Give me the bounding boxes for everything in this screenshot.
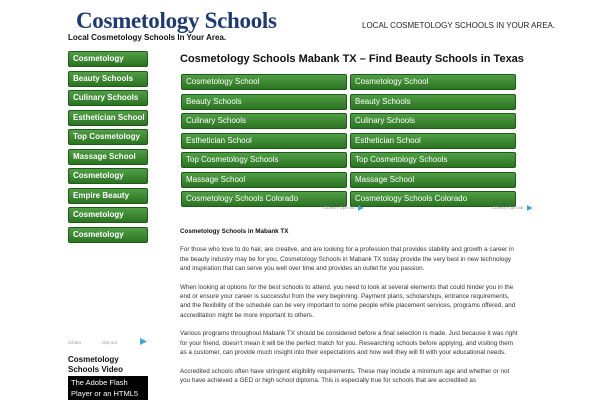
ad-opt-out-link[interactable]: Opt-out xyxy=(339,205,355,211)
ad-link-esthetician-school[interactable]: Esthetician School xyxy=(181,133,347,149)
header-slogan: LOCAL COSMETOLOGY SCHOOLS IN YOUR AREA. xyxy=(362,21,556,30)
sidebar-link-cosmetology-3[interactable]: Cosmetology xyxy=(68,207,148,223)
page-title: Cosmetology Schools Mabank TX – Find Beauty Schools in Texas xyxy=(180,53,524,65)
ad-column-right xyxy=(350,74,516,211)
article-heading: Cosmetology Schools in Mabank TX xyxy=(180,228,289,235)
ad-link-beauty-schools[interactable]: Beauty Schools xyxy=(181,94,347,110)
ad-link-cosmetology-school[interactable]: Cosmetology School xyxy=(350,74,516,90)
sidebar-link-esthetician-school[interactable]: Esthetician School xyxy=(68,110,148,126)
article-paragraph: For those who love to do hair, are creative, and are looking for a profession that provides stability and growth a career in the beauty industry may be for you. Cosmetology Schools in Mabank TX today provide the very best in new technology and inspiration that can serve you well over time and provides an outlet for you passion. xyxy=(180,246,514,272)
ad-link-top-cosmetology-schools[interactable]: Top Cosmetology Schools xyxy=(350,152,516,168)
article-body xyxy=(180,227,520,395)
ad-column-left xyxy=(181,74,347,211)
adchoices-icon[interactable] xyxy=(140,338,147,345)
sidebar-link-top-cosmetology[interactable]: Top Cosmetology xyxy=(68,129,148,145)
sidebar-link-culinary-schools[interactable]: Culinary Schools xyxy=(68,90,148,106)
sidebar-link-cosmetology-2[interactable]: Cosmetology xyxy=(68,168,148,184)
ad-link-cosmetology-schools-colorado[interactable]: Cosmetology Schools Colorado xyxy=(350,191,516,207)
sidebar-ad-links xyxy=(68,51,148,246)
ad-link-culinary-schools[interactable]: Culinary Schools xyxy=(350,113,516,129)
sidebar-link-cosmetology-4[interactable]: Cosmetology xyxy=(68,227,148,243)
ad-footer-left: Ciblea | Opt-out xyxy=(323,205,364,211)
video-section-title: Cosmetology Schools Video xyxy=(68,355,123,374)
video-player[interactable]: The Adobe Flash Player or an HTML5 supported xyxy=(68,376,148,400)
ad-link-cosmetology-schools-colorado[interactable]: Cosmetology Schools Colorado xyxy=(181,191,347,207)
ad-link-beauty-schools[interactable]: Beauty Schools xyxy=(350,94,516,110)
sidebar-link-beauty-schools[interactable]: Beauty Schools xyxy=(68,71,148,87)
ad-choices-label[interactable]: Ciblea xyxy=(323,205,336,211)
ad-choices-label[interactable]: Ciblea xyxy=(68,340,81,345)
site-tagline: Local Cosmetology Schools In Your Area. xyxy=(68,33,227,42)
ad-link-massage-school[interactable]: Massage School xyxy=(350,172,516,188)
ad-link-top-cosmetology-schools[interactable]: Top Cosmetology Schools xyxy=(181,152,347,168)
ad-link-esthetician-school[interactable]: Esthetician School xyxy=(350,133,516,149)
adchoices-icon[interactable] xyxy=(358,205,364,211)
ad-link-culinary-schools[interactable]: Culinary Schools xyxy=(181,113,347,129)
ad-footer-right: Ciblea | Opt-out xyxy=(492,205,533,211)
ad-opt-out-link[interactable]: Opt-out xyxy=(508,205,524,211)
ad-opt-out-link[interactable]: Opt-out xyxy=(102,340,118,345)
site-logo[interactable]: Cosmetology Schools xyxy=(76,8,277,33)
article-paragraph: Accredited schools often have stringent eligibility requirements. These may include a minimum age and whether or not you have achieved a GED or high school diploma. This is especially true for schools that are accredited as xyxy=(180,367,510,385)
sidebar-link-massage-school[interactable]: Massage School xyxy=(68,149,148,165)
article-paragraph: When looking at options for the best schools to attend, you need to look at several elements that could hinder you in the end or ensure your career is successful from the very beginning. Payment plans, scholarships, entrance requirements, and the flexibility of the schedule can be very important to some people while placement services, programs offered, and accreditation might be more important to others. xyxy=(180,283,516,319)
ad-choices-label[interactable]: Ciblea xyxy=(492,205,505,211)
adchoices-icon[interactable] xyxy=(527,205,533,211)
ad-link-cosmetology-school[interactable]: Cosmetology School xyxy=(181,74,347,90)
ad-link-massage-school[interactable]: Massage School xyxy=(181,172,347,188)
sidebar-link-empire-beauty[interactable]: Empire Beauty xyxy=(68,188,148,204)
article-paragraph: Various programs throughout Mabank TX should be considered before a final selection is made. Just because it was right for your friend, doesn't mean it will be the perfect match for you. Researching schools before applying, and visiting them as a customer, can provide much insight into their expectations and how well they will fit with your educational needs. xyxy=(180,330,518,356)
sidebar-link-cosmetology[interactable]: Cosmetology xyxy=(68,51,148,67)
